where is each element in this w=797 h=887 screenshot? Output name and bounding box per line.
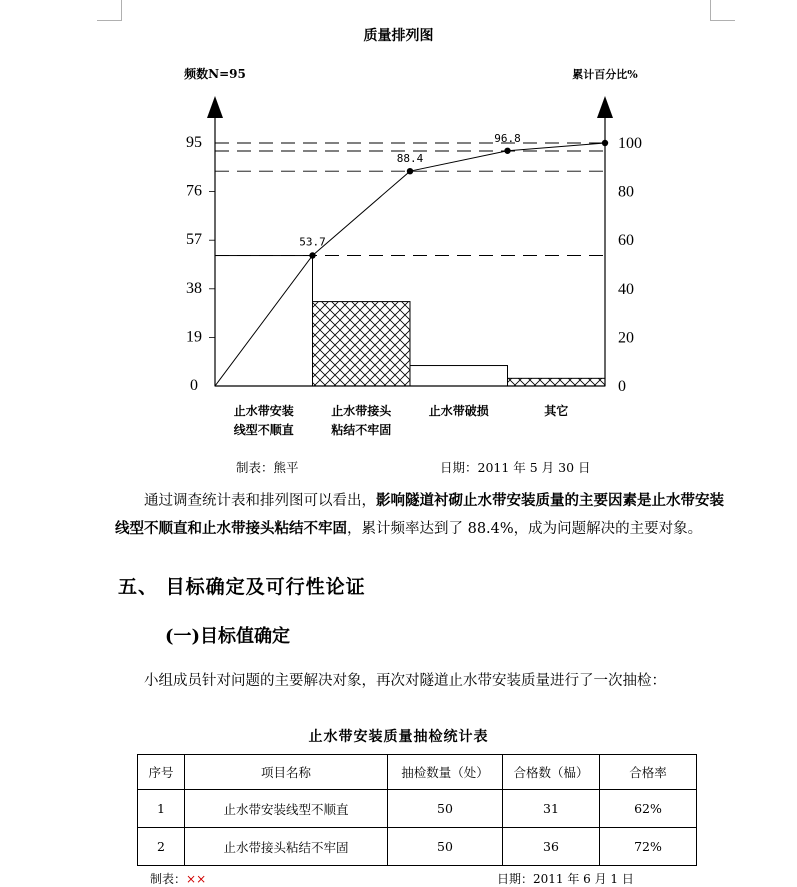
table-cell: 1 [138,790,185,828]
category-label: 粘结不牢固 [331,423,392,437]
left-tick-label: 0 [190,377,198,394]
cumulative-point-label: 53.7 [299,235,326,249]
analysis-paragraph [115,487,725,543]
right-tick-label: 100 [618,135,642,152]
table-cell: 2 [138,828,185,866]
header-cell: 项目名称 [185,755,388,790]
cumulative-point [504,148,510,154]
bar-4 [508,378,606,386]
category-label: 止水带安装 [233,404,294,418]
table-title: 止水带安装质量抽检统计表 [308,729,489,745]
category-label: 线型不顺直 [233,423,294,437]
chart-maker: 制表：熊平 [236,460,299,475]
header-cell: 合格数（榀） [503,755,600,790]
header-cell: 序号 [138,755,185,790]
table-cell: 36 [503,828,600,866]
cumulative-point [407,168,413,174]
bar-3 [410,366,508,386]
left-axis-arrow [207,96,223,118]
table-cell: 50 [388,828,503,866]
bar-2 [313,302,411,386]
header-cell: 抽检数量（处） [388,755,503,790]
right-tick-label: 0 [618,378,626,395]
sampling-paragraph: 小组成员针对问题的主要解决对象，再次对隧道止水带安装质量进行了一次抽检： [144,673,666,689]
table-row [138,828,697,866]
right-tick-label: 40 [618,280,634,298]
right-axis-label: 累计百分比% [572,68,638,81]
table-maker [150,870,206,887]
chart-title: 质量排列图 [363,28,434,44]
category-label: 止水带破损 [428,404,489,418]
right-tick-label: 60 [618,232,634,250]
category-label: 其它 [544,404,569,418]
category-label: 止水带接头 [331,404,392,418]
left-axis-label: 频数N=95 [184,67,246,81]
left-tick-label: 38 [186,279,202,297]
chart-date: 日期：2011 年 5 月 30 日 [440,460,591,475]
table-maker-label: 制表： [150,872,187,886]
left-tick-label: 76 [186,182,202,200]
cumulative-point-label: 96.8 [494,131,521,145]
inspection-table [137,754,697,866]
table-cell: 72% [600,828,697,866]
table-cell: 31 [503,790,600,828]
table-cell: 50 [388,790,503,828]
section-heading: 五、 目标确定及可行性论证 [118,576,366,598]
table-row [138,790,697,828]
table-date: 日期：2011 年 6 月 1 日 [497,872,634,886]
cumulative-point [602,140,608,146]
right-axis-arrow [597,96,613,118]
table-cell: 止水带安装线型不顺直 [185,790,388,828]
analysis-text-bold: 影响隧道衬砌止水带安装质量的主要因素是止水带安装线型不顺直和止水带接头粘结不牢固 [115,492,724,537]
left-tick-label: 57 [186,231,202,249]
left-tick-label: 95 [186,134,202,151]
right-tick-label: 80 [618,183,634,201]
right-tick-label: 20 [618,329,634,347]
table-maker-mark: ×× [186,872,207,886]
cumulative-point [309,252,315,258]
table-header-row [138,755,697,790]
analysis-text-end: ，累计频率达到了 88.4%，成为问题解决的主要对象。 [347,521,703,537]
subsection-heading: (一)目标值确定 [165,626,291,647]
left-tick-label: 19 [186,328,202,346]
table-cell: 62% [600,790,697,828]
table-cell: 止水带接头粘结不牢固 [185,828,388,866]
analysis-text-start: 通过调查统计表和排列图可以看出， [144,493,376,509]
cumulative-point-label: 88.4 [396,152,424,166]
header-cell: 合格率 [600,755,697,790]
